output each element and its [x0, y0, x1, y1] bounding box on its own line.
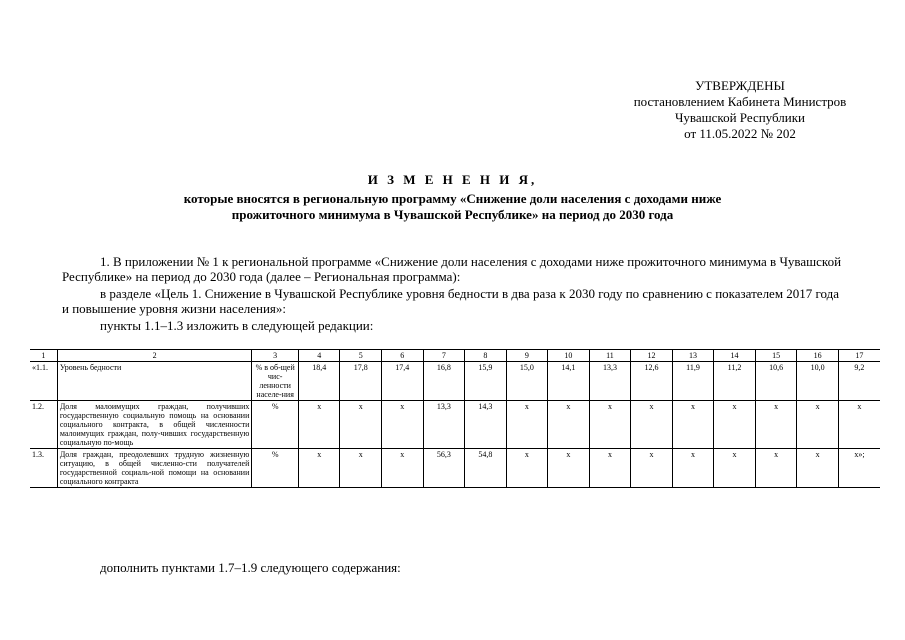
table-header-cell: 17	[838, 350, 880, 362]
paragraph-3: пункты 1.1–1.3 изложить в следующей редакции:	[100, 318, 374, 333]
value-cell: x	[506, 449, 548, 488]
table-header-cell: 8	[465, 350, 507, 362]
value-cell: 17,4	[382, 362, 424, 401]
table-header-cell: 10	[548, 350, 590, 362]
table-header-cell: 15	[755, 350, 797, 362]
value-cell: x	[340, 449, 382, 488]
table-row	[30, 401, 880, 449]
value-cell: x	[714, 401, 756, 449]
value-cell: x	[672, 401, 714, 449]
row-number: 1.3.	[30, 449, 57, 488]
value-cell: 11,9	[672, 362, 714, 401]
value-cell: x	[548, 449, 590, 488]
value-cell: x	[589, 401, 631, 449]
table-header-row	[30, 350, 880, 362]
value-cell: x	[714, 449, 756, 488]
table-header-cell: 1	[30, 350, 57, 362]
indicator-name: Доля граждан, преодолевших трудную жизненную ситуацию, в общей численно-сти получателей государственной социаль-ной помощи на основании социального контракта	[57, 449, 252, 488]
value-cell: x»;	[838, 449, 880, 488]
value-cell: 12,6	[631, 362, 673, 401]
table-header-cell: 12	[631, 350, 673, 362]
table-header-cell: 5	[340, 350, 382, 362]
value-cell: 17,8	[340, 362, 382, 401]
unit-cell: %	[252, 401, 299, 449]
table-header-cell: 3	[252, 350, 299, 362]
table-header-cell: 14	[714, 350, 756, 362]
value-cell: x	[340, 401, 382, 449]
document-title: И З М Е Н Е Н И Я,	[367, 172, 538, 187]
table-header-cell: 9	[506, 350, 548, 362]
value-cell: x	[506, 401, 548, 449]
value-cell: 56,3	[423, 449, 465, 488]
value-cell: x	[631, 449, 673, 488]
value-cell: 13,3	[589, 362, 631, 401]
document-subtitle	[60, 191, 845, 223]
value-cell: 18,4	[298, 362, 340, 401]
value-cell: 10,6	[755, 362, 797, 401]
table-row	[30, 362, 880, 401]
value-cell: x	[797, 401, 839, 449]
indicator-name: Уровень бедности	[57, 362, 252, 401]
row-number: 1.2.	[30, 401, 57, 449]
value-cell: x	[548, 401, 590, 449]
value-cell: 13,3	[423, 401, 465, 449]
indicators-table	[30, 349, 880, 488]
table-header-cell: 11	[589, 350, 631, 362]
indicator-name: Доля малоимущих граждан, получивших государственную социальную помощь на основании социального контракта, в общей численности малоимущих граждан, полу-чивших государственную социальную по-мощь	[57, 401, 252, 449]
value-cell: 11,2	[714, 362, 756, 401]
value-cell: x	[755, 449, 797, 488]
approval-date-number: от 11.05.2022 № 202	[684, 126, 796, 141]
value-cell: x	[589, 449, 631, 488]
value-cell: 9,2	[838, 362, 880, 401]
subtitle-line-1: которые вносятся в региональную программу «Снижение доли населения с доходами ниже	[183, 191, 722, 206]
value-cell: x	[631, 401, 673, 449]
value-cell: 16,8	[423, 362, 465, 401]
value-cell: x	[838, 401, 880, 449]
table-row	[30, 449, 880, 488]
subtitle-line-2: прожиточного минимума в Чувашской Республике» на период до 2030 года	[231, 207, 674, 222]
value-cell: 15,0	[506, 362, 548, 401]
unit-cell: %	[252, 449, 299, 488]
paragraph-2: в разделе «Цель 1. Снижение в Чувашской Республике уровня бедности в два раза к 2030 году по сравнению с показателем 2017 года и повышение уровня жизни населения»:	[62, 286, 840, 316]
approval-issuer: постановлением Кабинета Министров	[633, 94, 847, 109]
approval-block	[590, 78, 890, 142]
value-cell: 10,0	[797, 362, 839, 401]
value-cell: 15,9	[465, 362, 507, 401]
row-number: «1.1.	[30, 362, 57, 401]
value-cell: 14,1	[548, 362, 590, 401]
value-cell: x	[298, 449, 340, 488]
value-cell: x	[797, 449, 839, 488]
unit-cell: % в об-щей чис-ленности населе-ния	[252, 362, 299, 401]
value-cell: x	[382, 449, 424, 488]
value-cell: x	[298, 401, 340, 449]
approval-region: Чувашской Республики	[674, 110, 806, 125]
value-cell: x	[755, 401, 797, 449]
table-header-cell: 4	[298, 350, 340, 362]
table-header-cell: 2	[57, 350, 252, 362]
table-header-cell: 13	[672, 350, 714, 362]
paragraph-4: дополнить пунктами 1.7–1.9 следующего содержания:	[100, 560, 401, 575]
value-cell: x	[382, 401, 424, 449]
table-header-cell: 7	[423, 350, 465, 362]
value-cell: 14,3	[465, 401, 507, 449]
table-header-cell: 6	[382, 350, 424, 362]
approval-title: УТВЕРЖДЕНЫ	[695, 78, 785, 93]
value-cell: x	[672, 449, 714, 488]
table-header-cell: 16	[797, 350, 839, 362]
value-cell: 54,8	[465, 449, 507, 488]
paragraph-1: 1. В приложении № 1 к региональной программе «Снижение доли населения с доходами ниже прожиточного минимума в Чувашской Республике» на период до 2030 года (далее – Региональная программа):	[62, 254, 842, 284]
